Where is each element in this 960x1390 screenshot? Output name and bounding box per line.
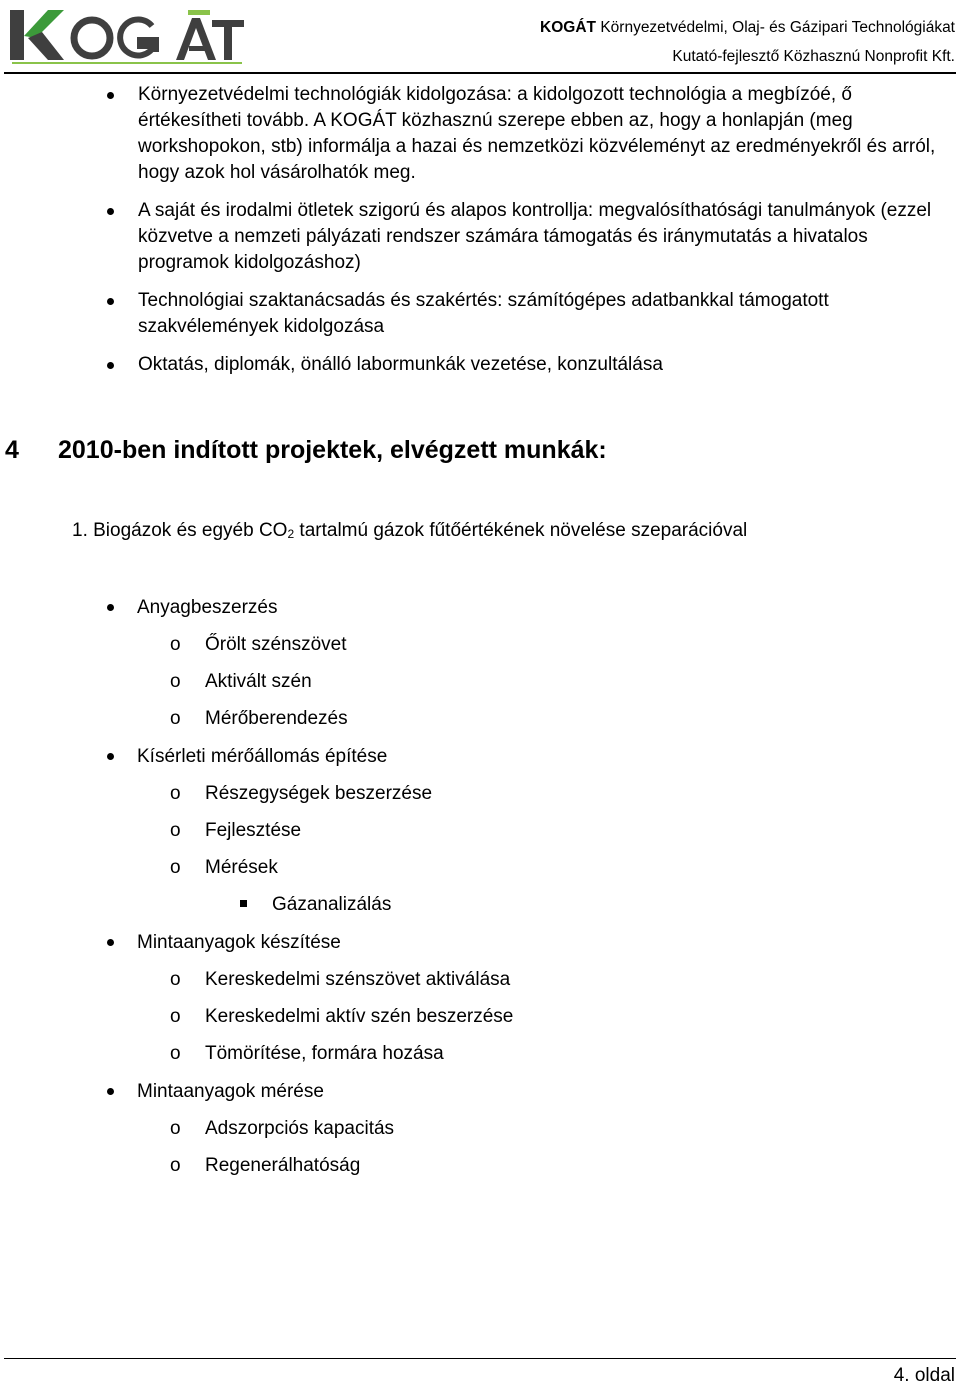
outline-subitem-text: Fejlesztése <box>205 820 302 841</box>
section-number: 4 <box>5 436 19 464</box>
outline-item-text: Kísérleti mérőállomás építése <box>137 746 388 767</box>
header-line-2: Kutató-fejlesztő Közhasznú Nonprofit Kft. <box>672 48 955 65</box>
outline-item <box>137 596 277 620</box>
list-item <box>0 82 960 186</box>
outline-subitem-text: Aktivált szén <box>205 671 312 692</box>
project-title-suffix: tartalmú gázok fűtőértékének növelése szeparációval <box>294 520 748 541</box>
bullet-icon <box>107 298 114 305</box>
outline-subitem <box>170 1042 444 1066</box>
outline-subitem-text: Kereskedelmi szénszövet aktiválása <box>205 969 511 990</box>
list-item-text: Oktatás, diplomák, önálló labormunkák vezetése, konzultálása <box>138 354 663 375</box>
circle-bullet-icon: o <box>170 634 181 655</box>
outline-subitem <box>170 1117 395 1141</box>
outline-item-text: Anyagbeszerzés <box>137 597 278 618</box>
circle-bullet-icon: o <box>170 820 181 841</box>
outline-item <box>137 931 341 955</box>
outline-subitem-text: Mérőberendezés <box>205 708 348 729</box>
project-title-subscript: 2 <box>287 527 295 541</box>
outline-subitem <box>170 968 511 992</box>
outline-subitem-text: Kereskedelmi aktív szén beszerzése <box>205 1006 514 1027</box>
outline-subitem-text: Adszorpciós kapacitás <box>205 1118 395 1139</box>
circle-bullet-icon: o <box>170 1155 181 1176</box>
outline-subitem <box>170 670 312 694</box>
outline-subitem-text: Részegységek beszerzése <box>205 783 433 804</box>
bullet-icon <box>107 1088 114 1095</box>
activity-list <box>0 82 960 390</box>
outline-subitem <box>170 707 348 731</box>
project-title-prefix: 1. Biogázok és egyéb CO <box>72 520 288 541</box>
circle-bullet-icon: o <box>170 1118 181 1139</box>
outline-subsubitem <box>272 893 391 917</box>
bullet-icon <box>107 604 114 611</box>
outline-subitem-text: Tömörítése, formára hozása <box>205 1043 444 1064</box>
circle-bullet-icon: o <box>170 1043 181 1064</box>
kogat-logo <box>6 4 246 66</box>
outline-item-text: Mintaanyagok mérése <box>137 1081 324 1102</box>
circle-bullet-icon: o <box>170 969 181 990</box>
outline-subitem <box>170 1154 361 1178</box>
list-item-text: Technológiai szaktanácsadás és szakértés: számítógépes adatbankkal támogatott szakvélemények kidolgozása <box>138 290 829 337</box>
list-item <box>0 288 960 340</box>
header-divider <box>4 72 956 74</box>
list-item <box>0 352 960 378</box>
outline-subsubitem-text: Gázanalizálás <box>272 894 392 915</box>
outline-subitem <box>170 633 347 657</box>
outline-subitem <box>170 1005 514 1029</box>
circle-bullet-icon: o <box>170 783 181 804</box>
outline-subitem <box>170 856 278 880</box>
outline-subitem-text: Regenerálhatóság <box>205 1155 361 1176</box>
circle-bullet-icon: o <box>170 671 181 692</box>
outline-subitem-text: Mérések <box>205 857 278 878</box>
circle-bullet-icon: o <box>170 1006 181 1027</box>
project-title <box>72 520 747 542</box>
header-organization <box>540 13 955 71</box>
header-line-1 <box>540 13 955 42</box>
bullet-icon <box>107 208 114 215</box>
list-item <box>0 198 960 276</box>
outline-subitem-text: Őrölt szénszövet <box>205 634 347 655</box>
section-title: 2010-ben indított projektek, elvégzett munkák: <box>58 436 607 464</box>
list-item-text: Környezetvédelmi technológiák kidolgozása: a kidolgozott technológia a megbízóé, ő értékesítheti tovább. A KOGÁT közhasznú szerepe ebben az, hogy a honlapján (meg workshopokon, stb) informálja a hazai és nemzetközi közvéleményt az eredményekről és arról, hogy azok hol vásárolhatók meg. <box>138 84 936 183</box>
footer-divider <box>4 1358 956 1359</box>
bullet-icon <box>107 939 114 946</box>
circle-bullet-icon: o <box>170 857 181 878</box>
outline-item <box>137 1080 324 1104</box>
square-bullet-icon <box>240 900 247 907</box>
outline-subitem <box>170 819 302 843</box>
bullet-icon <box>107 362 114 369</box>
circle-bullet-icon: o <box>170 708 181 729</box>
header-org-name: KOGÁT <box>540 19 597 36</box>
outline-item-text: Mintaanyagok készítése <box>137 932 341 953</box>
list-item-text: A saját és irodalmi ötletek szigorú és alapos kontrollja: megvalósíthatósági tanulmányok (ezzel közvetve a nemzeti pályázati rendszer számára támogatás és iránymutatás a hivatalos programok kidolgozáshoz) <box>138 200 932 273</box>
bullet-icon <box>107 92 114 99</box>
header-org-description: Környezetvédelmi, Olaj- és Gázipari Technológiákat <box>596 19 955 36</box>
section-heading <box>5 436 607 465</box>
outline-subitem <box>170 782 433 806</box>
page-number: 4. oldal <box>893 1365 955 1386</box>
bullet-icon <box>107 753 114 760</box>
outline-item <box>137 745 387 769</box>
